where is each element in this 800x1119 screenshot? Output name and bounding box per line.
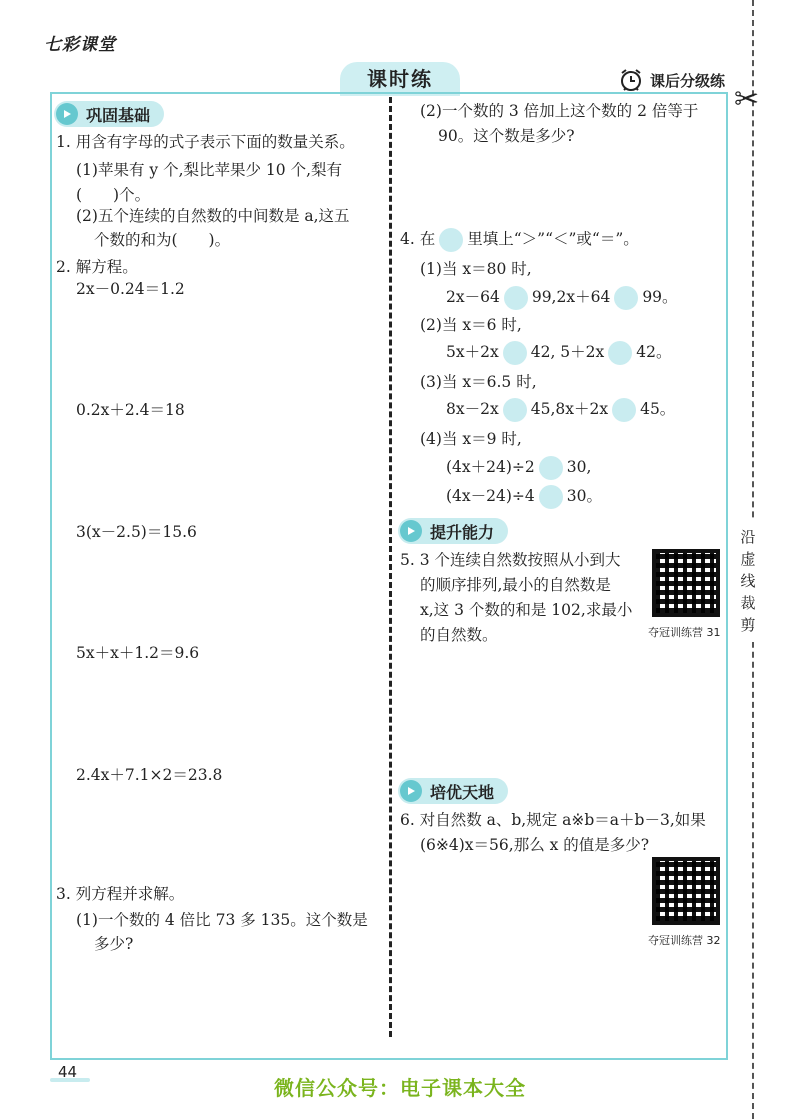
scissors-icon: ✂ xyxy=(734,82,760,117)
answer-circle[interactable] xyxy=(539,456,563,480)
qr-caption: 夺冠训练营 32 xyxy=(648,934,721,947)
qr-code-icon[interactable] xyxy=(652,857,720,925)
question-4-1: (1)当 x＝80 时, xyxy=(420,260,532,278)
level-label-text: 课后分级练 xyxy=(650,71,726,90)
brand-logo: 七彩课堂 xyxy=(44,35,116,55)
section-basic: 巩固基础 xyxy=(54,101,164,127)
question-4-1-compare: 2x－64 99,2x＋64 99。 xyxy=(446,286,678,310)
question-4: 4. 在 里填上“＞”“＜”或“＝”。 xyxy=(400,228,639,252)
equation-5: 2.4x＋7.1×2＝23.8 xyxy=(76,766,223,784)
question-1-2-line1: (2)五个连续的自然数的中间数是 a,这五 xyxy=(76,207,350,225)
question-4-4-compare-a: (4x＋24)÷2 30, xyxy=(446,456,591,480)
qr-code-icon[interactable] xyxy=(652,549,720,617)
answer-circle[interactable] xyxy=(539,485,563,509)
play-icon xyxy=(56,103,78,125)
column-divider xyxy=(389,97,392,1037)
answer-circle[interactable] xyxy=(612,398,636,422)
question-4-4-compare-b: (4x－24)÷4 30。 xyxy=(446,485,602,509)
question-1-1-line1: (1)苹果有 y 个,梨比苹果少 10 个,梨有 xyxy=(76,161,342,179)
question-4-3: (3)当 x＝6.5 时, xyxy=(420,373,537,391)
question-5-line1: 5. 3 个连续自然数按照从小到大 xyxy=(400,551,621,569)
answer-circle xyxy=(439,228,463,252)
question-3-1-line1: (1)一个数的 4 倍比 73 多 135。这个数是 xyxy=(76,911,368,929)
question-3: 3. 列方程并求解。 xyxy=(56,885,185,903)
answer-circle[interactable] xyxy=(503,341,527,365)
section-excel: 培优天地 xyxy=(398,778,508,804)
page-number: 44 xyxy=(58,1063,78,1081)
cut-along-label: 沿 虚 线 裁 剪 xyxy=(733,520,763,642)
question-1-1-line2: ( )个。 xyxy=(76,186,151,204)
footer-watermark: 微信公众号：电子课本大全 xyxy=(274,1076,526,1100)
play-icon xyxy=(400,780,422,802)
page-title: 课时练 xyxy=(340,62,460,96)
play-icon xyxy=(400,520,422,542)
question-2: 2. 解方程。 xyxy=(56,258,138,276)
question-4-3-compare: 8x－2x 45,8x＋2x 45。 xyxy=(446,398,675,422)
answer-circle[interactable] xyxy=(504,286,528,310)
question-3-2-line1: (2)一个数的 3 倍加上这个数的 2 倍等于 xyxy=(420,102,699,120)
question-5-line3: x,这 3 个数的和是 102,求最小 xyxy=(420,601,633,619)
answer-circle[interactable] xyxy=(503,398,527,422)
equation-4: 5x＋x＋1.2＝9.6 xyxy=(76,644,200,662)
answer-circle[interactable] xyxy=(614,286,638,310)
question-5-line2: 的顺序排列,最小的自然数是 xyxy=(420,576,611,594)
equation-3: 3(x－2.5)＝15.6 xyxy=(76,523,197,541)
question-3-1-line2: 多少? xyxy=(94,935,134,953)
question-5-line4: 的自然数。 xyxy=(420,626,498,644)
question-4-2: (2)当 x＝6 时, xyxy=(420,316,522,334)
qr-caption: 夺冠训练营 31 xyxy=(648,626,721,639)
question-6-line2: (6※4)x＝56,那么 x 的值是多少? xyxy=(420,836,650,854)
equation-1: 2x－0.24＝1.2 xyxy=(76,280,185,298)
question-4-4: (4)当 x＝9 时, xyxy=(420,430,522,448)
question-4-2-compare: 5x＋2x 42, 5＋2x 42。 xyxy=(446,341,672,365)
question-6-line1: 6. 对自然数 a、b,规定 a※b＝a＋b－3,如果 xyxy=(400,811,706,829)
question-1-2-line2: 个数的和为( )。 xyxy=(94,231,231,249)
alarm-clock-icon xyxy=(618,67,644,93)
answer-circle[interactable] xyxy=(608,341,632,365)
question-3-2-line2: 90。这个数是多少? xyxy=(438,127,575,145)
question-1: 1. 用含有字母的式子表示下面的数量关系。 xyxy=(56,133,355,151)
equation-2: 0.2x＋2.4＝18 xyxy=(76,401,185,419)
section-advanced: 提升能力 xyxy=(398,518,508,544)
level-label xyxy=(618,66,725,94)
